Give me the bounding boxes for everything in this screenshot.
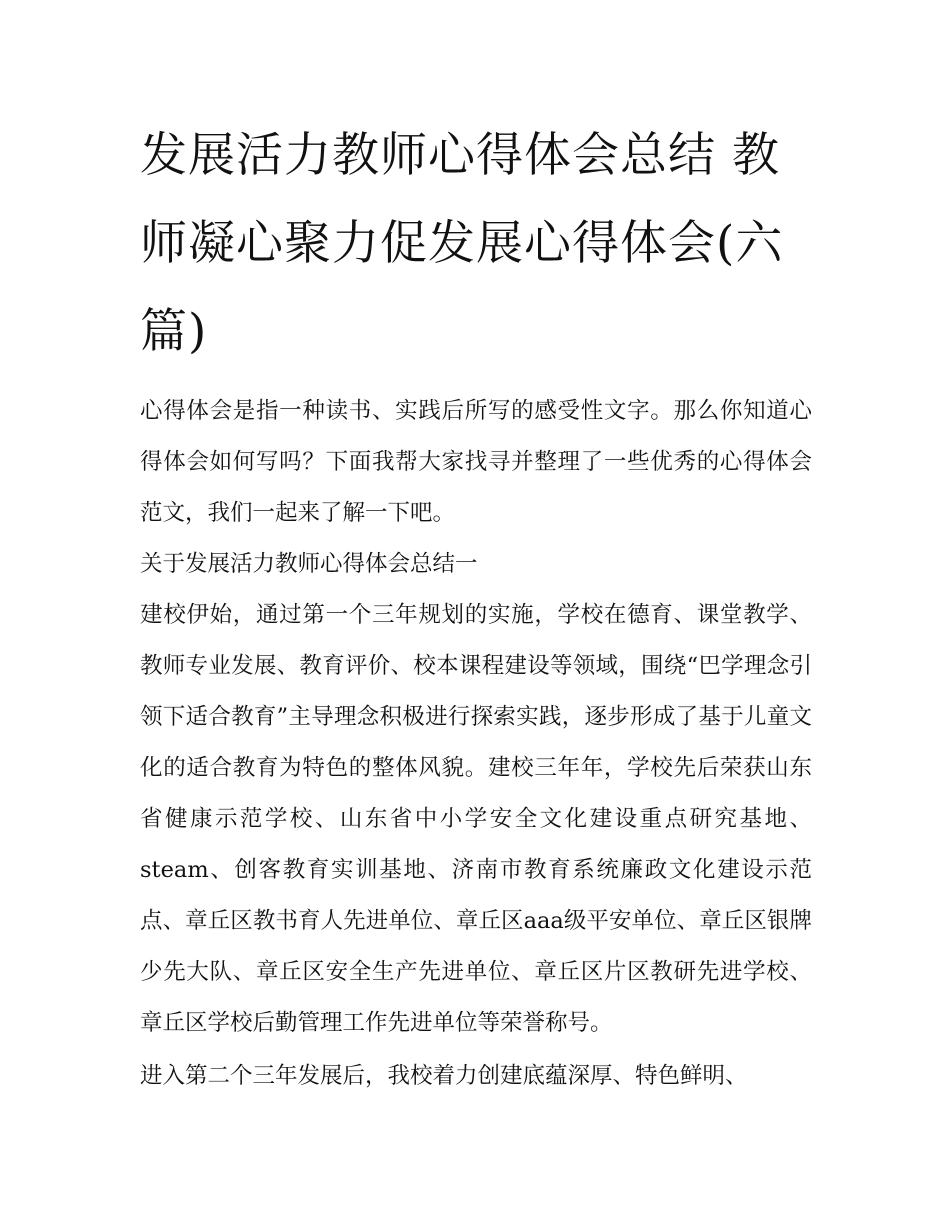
- document-page: [140, 112, 812, 1102]
- section-heading: 关于发展活力教师心得体会总结一: [140, 551, 478, 577]
- body-paragraph: 建校伊始，通过第一个三年规划的实施，学校在德育、课堂教学、教师专业发展、教育评价、校本课程建设等领域，围绕“巴学理念引领下适合教育”主导理念积极进行探索实践，逐步形成了基于儿童文化的适合教育为特色的整体风貌。建校三年年，学校先后荣获山东省健康示范学校、山东省中小学安全文化建设重点研究基地、steam、创客教育实训基地、济南市教育系统廉政文化建设示范点、章丘区教书育人先进单位、章丘区aaa级平安单位、章丘区银牌少先大队、章丘区安全生产先进单位、章丘区片区教研先进学校、章丘区学校后勤管理工作先进单位等荣誉称号。: [140, 602, 812, 1036]
- intro-paragraph: 心得体会是指一种读书、实践后所写的感受性文字。那么你知道心得体会如何写吗？下面我帮大家找寻并整理了一些优秀的心得体会范文，我们一起来了解一下吧。: [140, 398, 812, 526]
- document-title: 发展活力教师心得体会总结 教师凝心聚力促发展心得体会(六篇): [140, 128, 784, 359]
- body-paragraph: 进入第二个三年发展后，我校着力创建底蕴深厚、特色鲜明、: [140, 1063, 748, 1089]
